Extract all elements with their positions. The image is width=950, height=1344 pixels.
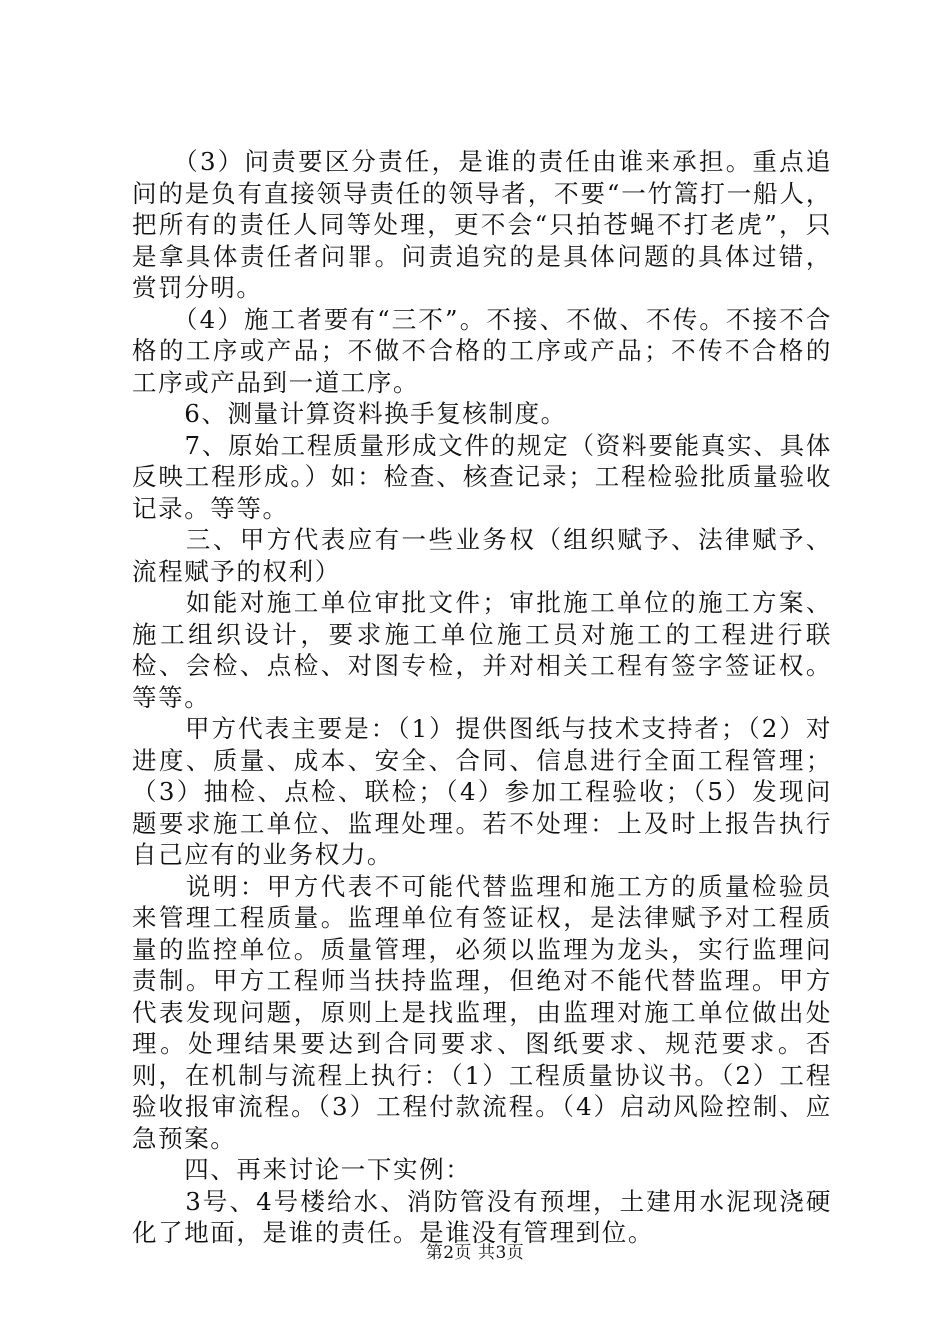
paragraph-item-6: 6、测量计算资料换手复核制度。: [132, 399, 567, 428]
section-heading-3: 三、甲方代表应有一些业务权（组织赋予、法律赋予、流程赋予的权利）: [132, 525, 832, 586]
page-number-footer: 第2页 共3页: [425, 1243, 525, 1263]
paragraph-item-7: 7、原始工程质量形成文件的规定（资料要能真实、具体反映工程形成。）如：检查、核查记录；工程检验批质量验收记录。等等。: [132, 430, 832, 523]
document-body: [132, 146, 832, 1249]
paragraph-approval-rights: 如能对施工单位审批文件；审批施工单位的施工方案、施工组织设计，要求施工单位施工员对施工的工程进行联检、会检、点检、对图专检，并对相关工程有签字签证权。等等。: [132, 588, 832, 712]
paragraph-representative-duties: 甲方代表主要是：（1）提供图纸与技术支持者；（2）对进度、质量、成本、安全、合同、信息进行全面工程管理；（3）抽检、点检、联检；（4）参加工程验收；（5）发现问题要求施工单位、监理处理。若不处理：上及时上报告执行自己应有的业务权力。: [132, 714, 832, 869]
paragraph-accountability-3: （3）问责要区分责任，是谁的责任由谁来承担。重点追问的是负有直接领导责任的领导者，不要“一竹篙打一船人，把所有的责任人同等处理，更不会“只拍苍蝇不打老虎”，只是拿具体责任者问罪。问责追究的是具体问题的具体过错，赏罚分明。: [132, 147, 832, 302]
paragraph-three-nos-4: （4）施工者要有“三不”。不接、不做、不传。不接不合格的工序或产品；不做不合格的工序或产品；不传不合格的工序或产品到一道工序。: [132, 304, 832, 397]
paragraph-explanation: 说明：甲方代表不可能代替监理和施工方的质量检验员来管理工程质量。监理单位有签证权，是法律赋予对工程质量的监控单位。质量管理，必须以监理为龙头，实行监理问责制。甲方工程师当扶持监理，但绝对不能代替监理。甲方代表发现问题，原则上是找监理，由监理对施工单位做出处理。处理结果要达到合同要求、图纸要求、规范要求。否则，在机制与流程上执行：（1）工程质量协议书。（2）工程验收报审流程。（3）工程付款流程。（4）启动风险控制、应急预案。: [132, 871, 832, 1153]
section-heading-4: 四、再来讨论一下实例：: [132, 1155, 472, 1184]
paragraph-example: 3号、4号楼给水、消防管没有预埋，土建用水泥现浇硬化了地面，是谁的责任。是谁没有管理到位。: [132, 1186, 832, 1247]
